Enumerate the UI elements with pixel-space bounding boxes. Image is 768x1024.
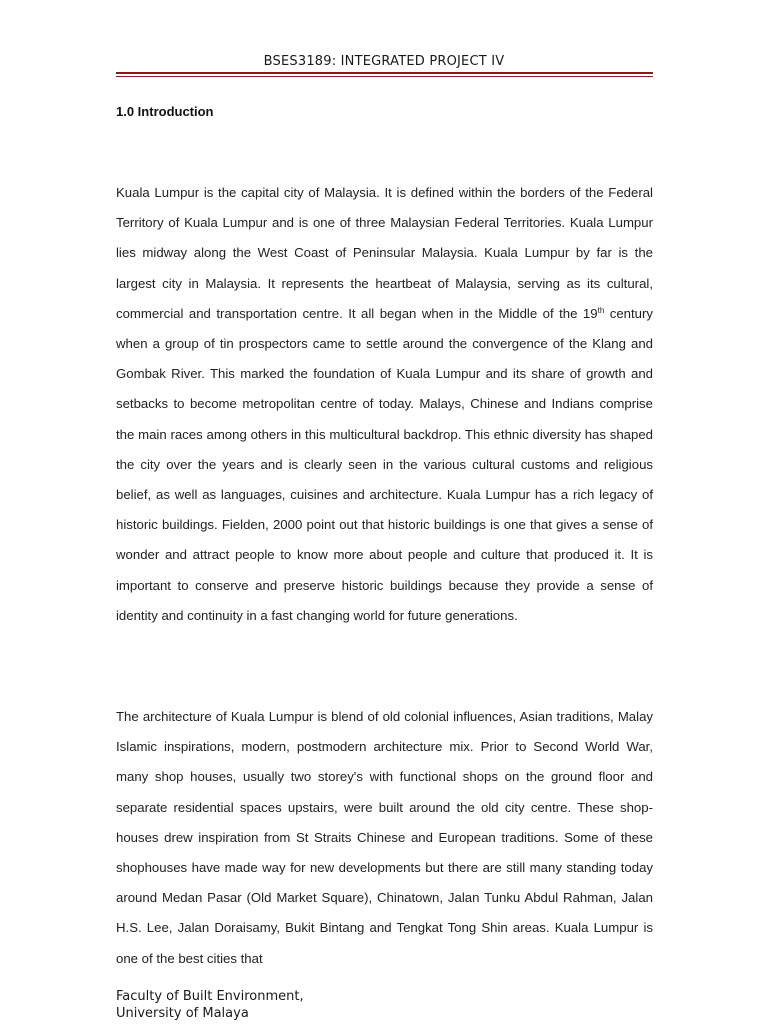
paragraph-1-text-start: Kuala Lumpur is the capital city of Malaysia. It is defined within the borders of the Federal Territory of Kuala Lumpur and is one of three Malaysian Federal Territories. Kuala Lumpur lies midway along the West Coast of Peninsular Malaysia. Kuala Lumpur by far is the largest city in Malaysia. It represents the heartbeat of Malaysia, serving as its cultural, commercial and transportation centre. It all began when in the Middle of the 19	[116, 185, 653, 321]
footer-university: University of Malaya	[116, 1006, 249, 1021]
footer-faculty: Faculty of Built Environment,	[116, 989, 304, 1004]
header-rule-thick	[116, 72, 653, 74]
intro-paragraph-1	[116, 178, 653, 631]
header-double-rule	[116, 72, 653, 77]
page-header-title: BSES3189: INTEGRATED PROJECT IV	[263, 54, 505, 69]
paragraph-1-text-end: century when a group of tin prospectors came to settle around the convergence of the Klang and Gombak River. This marked the foundation of Kuala Lumpur and its share of growth and setbacks to become metropolitan centre of today. Malays, Chinese and Indians comprise the main races among others in this multicultural backdrop. This ethnic diversity has shaped the city over the years and is clearly seen in the various cultural customs and religious belief, as well as languages, cuisines and architecture. Kuala Lumpur has a rich legacy of historic buildings. Fielden, 2000 point out that historic buildings is one that gives a sense of wonder and attract people to know more about people and culture that produced it. It is important to conserve and preserve historic buildings because they provide a sense of identity and continuity in a fast changing world for future generations.	[116, 305, 653, 623]
page-footer	[116, 988, 304, 1022]
intro-paragraph-2: The architecture of Kuala Lumpur is blend of old colonial influences, Asian traditions, Malay Islamic inspirations, modern, postmodern architecture mix. Prior to Second World War, many shop houses, usually two storey's with functional shops on the ground floor and separate residential spaces upstairs, were built around the old city centre. These shop-houses drew inspiration from St Straits Chinese and European traditions. Some of these shophouses have made way for new developments but there are still many standing today around Medan Pasar (Old Market Square), Chinatown, Jalan Tunku Abdul Rahman, Jalan H.S. Lee, Jalan Doraisamy, Bukit Bintang and Tengkat Tong Shin areas. Kuala Lumpur is one of the best cities that	[116, 709, 653, 966]
section-heading: 1.0 Introduction	[116, 104, 214, 119]
header-rule-thin	[116, 76, 653, 77]
ordinal-superscript: th	[597, 305, 605, 315]
